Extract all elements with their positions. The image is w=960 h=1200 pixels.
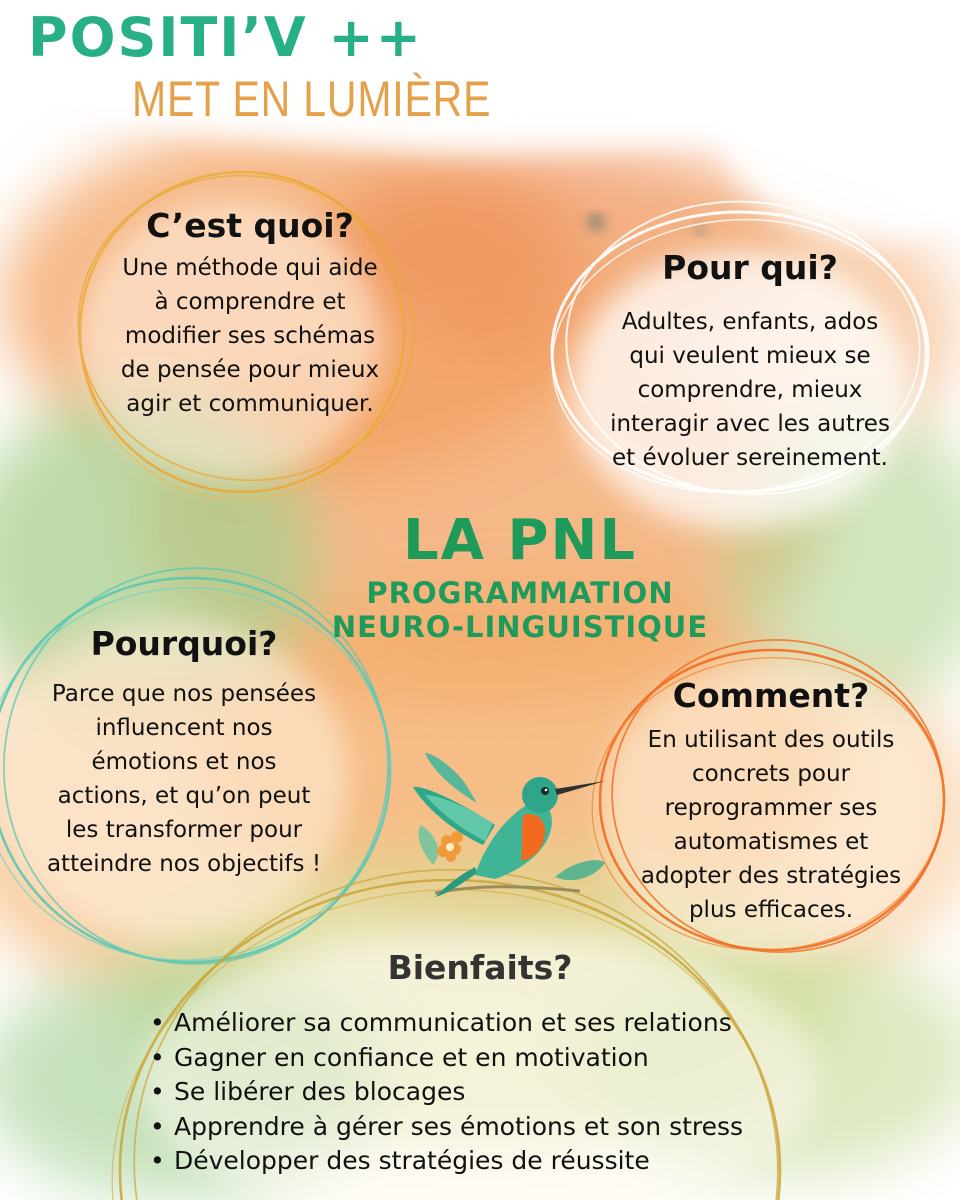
section-title: C’est quoi? [146,206,354,245]
text-line: En utilisant des outils [647,727,895,753]
pnl-title: LA PNL [402,508,638,573]
section-title: Pour qui? [662,248,838,287]
bienfaits-title: Bienfaits? [387,948,573,987]
brand-subtitle: MET EN LUMIÈRE [132,71,492,127]
section-title: Pourquoi? [90,624,278,663]
section-comment [592,676,950,927]
list-item: • Améliorer sa communication et ses relations [146,1006,743,1041]
text-line: comprendre, mieux [637,377,863,403]
list-item: • Apprendre à gérer ses émotions et son stress [146,1110,743,1145]
text-line: Parce que nos pensées [51,681,317,707]
text-line: interagir avec les autres [610,411,890,437]
brand-title: POSITI’V ++ [28,6,423,69]
text-line: de pensée pour mieux [120,357,380,383]
text-line: reprogrammer ses [664,795,878,821]
text-line: émotions et nos [91,749,277,775]
text-line: et évoluer sereinement. [611,445,888,471]
section-text [592,723,950,927]
text-line: atteindre nos objectifs ! [46,851,322,877]
hummingbird-icon [405,745,610,900]
text-line: Une méthode qui aide [122,255,378,281]
text-line: automatismes et [673,829,869,855]
text-line: les transformer pour [65,817,303,843]
text-line: agir et communiquer. [126,391,374,417]
list-item: • Se libérer des blocages [146,1075,743,1110]
section-title: Comment? [672,676,870,715]
list-item: • Développer des stratégies de réussite [146,1144,743,1179]
section-text [550,305,950,475]
text-line: qui veulent mieux se [629,343,871,369]
list-item: • Gagner en confiance et en motivation [146,1041,743,1076]
pnl-subtitle-line: NEURO-LINGUISTIQUE [331,610,709,644]
text-line: adopter des stratégies [640,863,902,889]
section-text [70,251,430,421]
section-cest-quoi [70,206,430,421]
text-line: concrets pour [691,761,851,787]
bienfaits-list [146,1006,743,1179]
section-pourquoi [0,624,368,881]
text-line: modifier ses schémas [124,323,376,349]
text-line: à comprendre et [154,289,346,315]
text-line: Adultes, enfants, ados [621,309,879,335]
pnl-subtitle-line: PROGRAMMATION [366,576,674,610]
text-line: actions, et qu’on peut [57,783,311,809]
text-line: influencent nos [95,715,273,741]
section-pour-qui [550,248,950,475]
text-line: plus efficaces. [688,897,854,923]
section-text [0,677,368,881]
